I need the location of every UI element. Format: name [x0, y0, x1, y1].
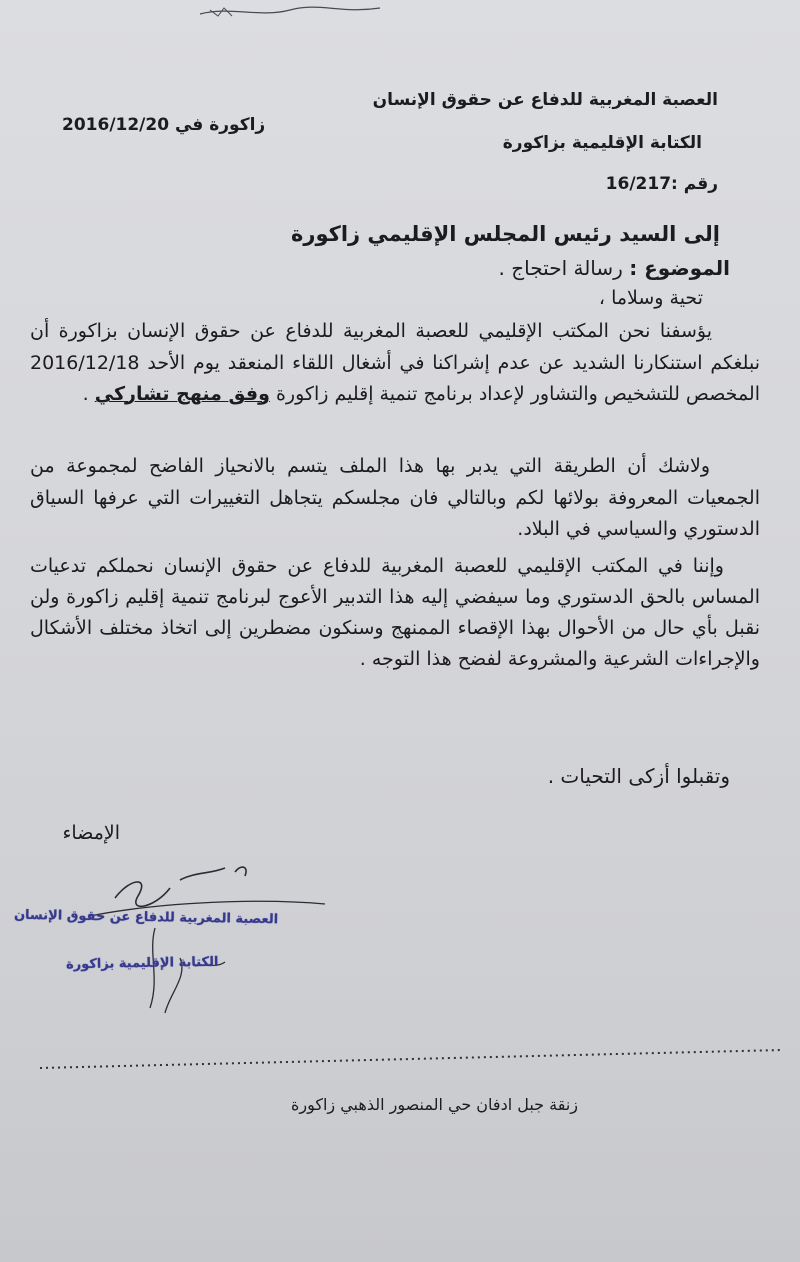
top-edge-handwriting: [190, 0, 390, 22]
signature-label: الإمضاء: [62, 822, 120, 844]
subject-line: [499, 256, 730, 280]
closing-salutation: وتقبلوا أزكى التحيات .: [547, 764, 730, 788]
paragraph-1-end: .: [82, 383, 89, 405]
body-paragraph-3: وإننا في المكتب الإقليمي للعصبة المغربية للدفاع عن حقوق الإنسان نحملكم تدعيات المساس بالحق الدستوري وما سيفضي إليه هذا التدبير الأعوج لبرنامج تنمية إقليم زاكورة ولن نقبل بأي حال من الأحوال بهذا الإقصاء الممنهج وسنكون مضطرين إلى اتخاذ مختلف الأشكال والإجراءات الشرعية والمشروعة لفضح هذا التوجه .: [30, 555, 760, 670]
underlined-phrase: وفق منهج تشاركي: [94, 383, 270, 405]
subject-text: رسالة احتجاج .: [498, 256, 623, 280]
subject-label: الموضوع :: [629, 256, 730, 280]
stamp-office: الكتابة الإقليمية بزاكورة: [65, 954, 219, 973]
signature-stamp: [13, 858, 340, 1018]
handwritten-signature: [20, 858, 340, 1018]
stamp-organization: العصبة المغربية للدفاع عن حقوق الإنسان: [13, 907, 279, 928]
reference-number: 16/217: [605, 174, 672, 194]
recipient-line: إلى السيد رئيس المجلس الإقليمي زاكورة: [290, 222, 720, 246]
footer-address: زنقة جبل ادفان حي المنصور الذهبي زاكورة: [290, 1095, 578, 1114]
reference-label: رقم :: [671, 174, 718, 194]
place-and-date: زاكورة في 2016/12/20: [62, 115, 266, 135]
body-paragraph-2: ولاشك أن الطريقة التي يدبر بها هذا الملف يتسم بالانحياز الفاضح لمجموعة من الجمعيات المعروفة بولائها لكم وبالتالي فان مجلسكم يتجاهل التغييرات التي عرفها السياق الدستوري والسياسي في البلاد.: [30, 455, 760, 540]
organization-name: العصبة المغربية للدفاع عن حقوق الإنسان: [372, 90, 718, 110]
footer-dotted-rule: [40, 1046, 782, 1076]
reference-line: [606, 174, 718, 194]
greeting: تحية وسلاما ،: [598, 287, 703, 309]
paragraph-1-text: يؤسفنا نحن المكتب الإقليمي للعصبة المغربية للدفاع عن حقوق الإنسان بزاكورة أن نبلغكم استنكارنا الشديد عن عدم إشراكنا في أشغال اللقاء المنعقد يوم الأحد 2016/12/18 المخصص للتشخيص والتشاور لإعداد برنامج تنمية إقليم زاكورة: [30, 320, 760, 405]
regional-office-name: الكتابة الإقليمية بزاكورة: [502, 133, 702, 153]
body-paragraph-1: [30, 316, 760, 411]
